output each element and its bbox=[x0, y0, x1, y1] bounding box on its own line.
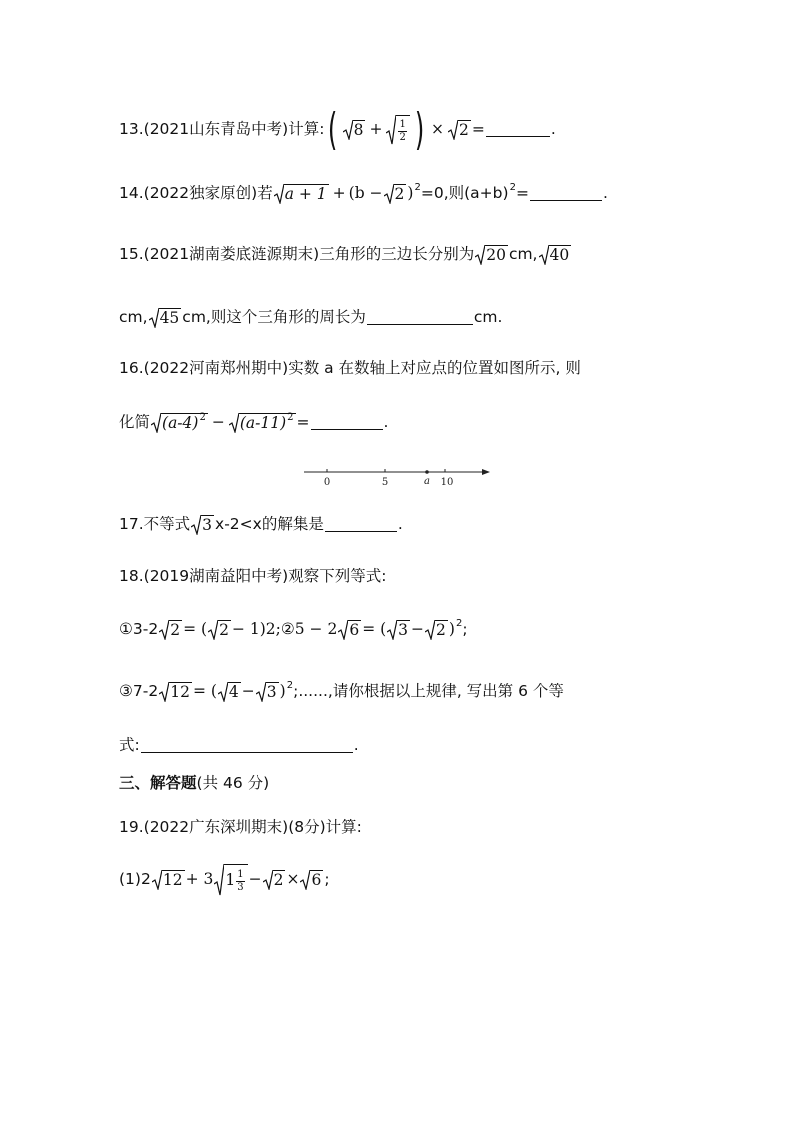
answer-blank-18[interactable] bbox=[141, 751, 353, 753]
question-15-line-2: cm, 45 cm,则这个三角形的周长为 cm. bbox=[119, 308, 503, 328]
sqrt-6: 6 bbox=[338, 620, 361, 640]
sqrt-2: 2 bbox=[448, 120, 471, 140]
sqrt-mixed-number: 1 $\frac{1}{3}$ bbox=[214, 864, 247, 896]
answer-blank-17[interactable] bbox=[325, 530, 397, 532]
answer-blank-13[interactable] bbox=[486, 135, 550, 137]
label-5: 5 bbox=[381, 477, 389, 488]
sqrt-12: 12 bbox=[152, 870, 185, 890]
answer-blank-14[interactable] bbox=[530, 199, 602, 201]
sqrt-3: 3 bbox=[256, 682, 279, 702]
fraction-half: $\frac{1}{2}$ bbox=[399, 118, 406, 143]
section-title: 三、解答题 bbox=[119, 774, 197, 793]
sqrt-40: 40 bbox=[539, 245, 572, 265]
point-a bbox=[425, 470, 429, 474]
sqrt-half bbox=[386, 115, 409, 145]
question-19-part-1: (1)2 12 + 3 1 $\frac{1}{3}$ − 2 × 6 ; bbox=[119, 862, 330, 898]
question-16-line-2: 化简 (a-4) 2 − (a-11) 2 = . bbox=[119, 412, 389, 433]
question-14: 14.(2022独家原创)若 a + 1 + (b − 2 ) 2 =0,则(a+b) 2 = . bbox=[119, 182, 608, 204]
fraction-one-third: $\frac{1}{3}$ bbox=[237, 868, 244, 893]
section-score: (共 46 分) bbox=[196, 774, 270, 793]
left-paren: ( bbox=[328, 104, 338, 155]
label-a: a bbox=[424, 476, 430, 487]
question-17: 17.不等式 3 x-2<x的解集是 . bbox=[119, 515, 403, 535]
section-heading bbox=[119, 772, 269, 796]
sqrt-2: 2 bbox=[425, 620, 448, 640]
question-18-equations-1-2: ①3-2 2 = ( 2 − 1)2; ②5 − 2 6 = ( 3 − 2 ) 2 ; bbox=[119, 618, 468, 640]
sqrt-8: 8 bbox=[343, 120, 366, 140]
sqrt-2: 2 bbox=[384, 184, 407, 204]
sqrt-2: 2 bbox=[208, 620, 231, 640]
sqrt-a-plus-1: a + 1 bbox=[274, 184, 329, 204]
arrow-right-icon bbox=[482, 469, 490, 475]
question-19-line-1: 19.(2022广东深圳期末)(8分)计算: bbox=[119, 818, 362, 837]
sqrt-3: 3 bbox=[191, 515, 214, 535]
sqrt-45: 45 bbox=[149, 308, 182, 328]
sqrt-12: 12 bbox=[159, 682, 192, 702]
label-0: 0 bbox=[323, 477, 331, 488]
question-18-equation-3: ③7-2 12 = ( 4 − 3 ) 2 ;......,请你根据以上规律, 写出第 6 个等 bbox=[119, 680, 564, 702]
question-18-line-1: 18.(2019湖南益阳中考)观察下列等式: bbox=[119, 567, 387, 586]
sqrt-2: 2 bbox=[159, 620, 182, 640]
q13-prefix: 13.(2021山东青岛中考)计算: bbox=[119, 120, 325, 139]
right-paren: ) bbox=[414, 104, 425, 155]
sqrt-a-minus-11-squared: (a-11) 2 bbox=[229, 413, 296, 433]
question-15-line-1: 15.(2021湖南娄底涟源期末)三角形的三边长分别为 20 cm, 40 bbox=[119, 245, 570, 265]
number-line-figure bbox=[302, 460, 494, 490]
answer-blank-16[interactable] bbox=[311, 428, 383, 430]
question-13: 13.(2021山东青岛中考)计算: ( 8 + $\frac{1}{2}$ ) × 2 = . bbox=[119, 104, 556, 155]
sqrt-4: 4 bbox=[218, 682, 241, 702]
question-18-answer-line: 式: . bbox=[119, 736, 359, 755]
question-16-line-1: 16.(2022河南郑州期中)实数 a 在数轴上对应点的位置如图所示, 则 bbox=[119, 359, 581, 378]
answer-blank-15[interactable] bbox=[367, 323, 473, 325]
sqrt-a-minus-4-squared: (a-4) 2 bbox=[151, 413, 208, 433]
sqrt-2: 2 bbox=[263, 870, 286, 890]
sqrt-3: 3 bbox=[387, 620, 410, 640]
sqrt-20: 20 bbox=[475, 245, 508, 265]
sqrt-6: 6 bbox=[300, 870, 323, 890]
label-10: 10 bbox=[440, 477, 454, 488]
